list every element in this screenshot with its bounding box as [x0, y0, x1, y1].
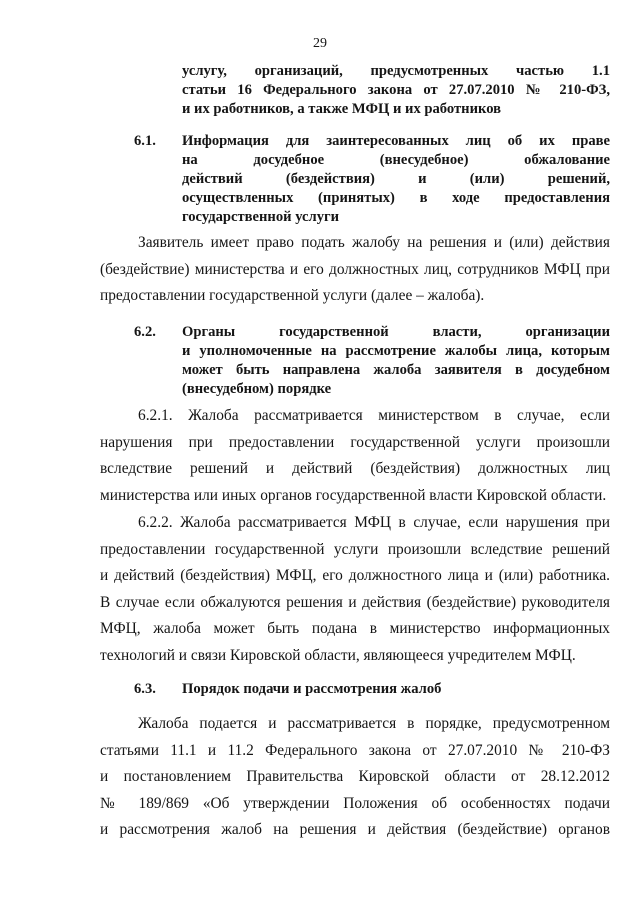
heading-line: Информация для заинтересованных лиц об их праве: [182, 133, 610, 149]
heading-line: Органы государственной власти, организации: [182, 324, 610, 340]
text-line: В случае если обжалуются решения и действия (бездействие) руководителя: [100, 593, 610, 611]
heading-line: может быть направлена жалоба заявителя в досудебном: [182, 362, 610, 378]
section-6-1-heading: [182, 132, 610, 227]
heading-line: (внесудебном) порядке: [182, 381, 332, 397]
page-number: 29: [313, 36, 327, 51]
heading-line: на досудебное (внесудебное) обжалование: [182, 152, 610, 168]
heading-line: государственной услуги: [182, 209, 340, 225]
text-line: Жалоба подается и рассматривается в порядке, предусмотренном: [138, 715, 610, 732]
section-6-2-1-paragraph: [100, 403, 610, 509]
text-line: и действий (бездействия) МФЦ, его должностного лица и (или) работника.: [100, 567, 610, 585]
text-line: технологий и связи Кировской области, являющееся учредителем МФЦ.: [100, 646, 576, 664]
heading-line: осуществленных (принятых) в ходе предоставления: [182, 190, 610, 206]
text-line: и рассмотрения жалоб на решения и действия (бездействие) органов: [100, 821, 610, 839]
section-number: 6.2.: [134, 324, 156, 340]
text-line: МФЦ, жалоба может быть подана в министерство информационных: [100, 620, 610, 638]
heading-line: статьи 16 Федерального закона от 27.07.2010 № 210-ФЗ,: [182, 82, 610, 98]
text-line: статьями 11.1 и 11.2 Федерального закона от 27.07.2010 № 210-ФЗ: [100, 741, 610, 759]
heading-line: и уполномоченные на рассмотрение жалобы лица, которым: [182, 343, 610, 359]
section-6-2-2-paragraph: [100, 510, 610, 670]
section-6-3-paragraph: [100, 711, 610, 844]
intro-heading: [182, 62, 610, 119]
text-line: № 189/869 «Об утверждении Положения об особенностях подачи: [100, 794, 610, 812]
text-line: Заявитель имеет право подать жалобу на решения и (или) действия: [138, 234, 610, 251]
heading-line: Порядок подачи и рассмотрения жалоб: [182, 681, 442, 697]
text-line: предоставлении государственной услуги (далее – жалоба).: [100, 287, 485, 305]
text-line: и постановлением Правительства Кировской области от 28.12.2012: [100, 768, 610, 786]
text-line: (бездействие) министерства и его должностных лиц, сотрудников МФЦ при: [100, 260, 610, 278]
heading-line: действий (бездействия) и (или) решений,: [182, 171, 610, 187]
text-line: 6.2.2. Жалоба рассматривается МФЦ в случае, если нарушения при: [138, 514, 610, 531]
heading-line: и их работников, а также МФЦ и их работников: [182, 101, 502, 117]
text-line: нарушения при предоставлении государственной услуги произошли: [100, 433, 610, 451]
text-line: предоставлении государственной услуги произошли вследствие решений: [100, 540, 610, 558]
section-6-2-heading: [182, 323, 610, 399]
text-line: вследствие решений и действий (бездействия) должностных лиц: [100, 460, 610, 478]
text-line: 6.2.1. Жалоба рассматривается министерством в случае, если: [138, 407, 610, 424]
text-line: министерства или иных органов государственной власти Кировской области.: [100, 486, 607, 504]
section-number: 6.1.: [134, 133, 156, 149]
section-6-1-paragraph: [100, 230, 610, 310]
section-number: 6.3.: [134, 681, 156, 697]
section-6-3-heading: [182, 680, 610, 699]
heading-line: услугу, организаций, предусмотренных частью 1.1: [182, 63, 610, 79]
